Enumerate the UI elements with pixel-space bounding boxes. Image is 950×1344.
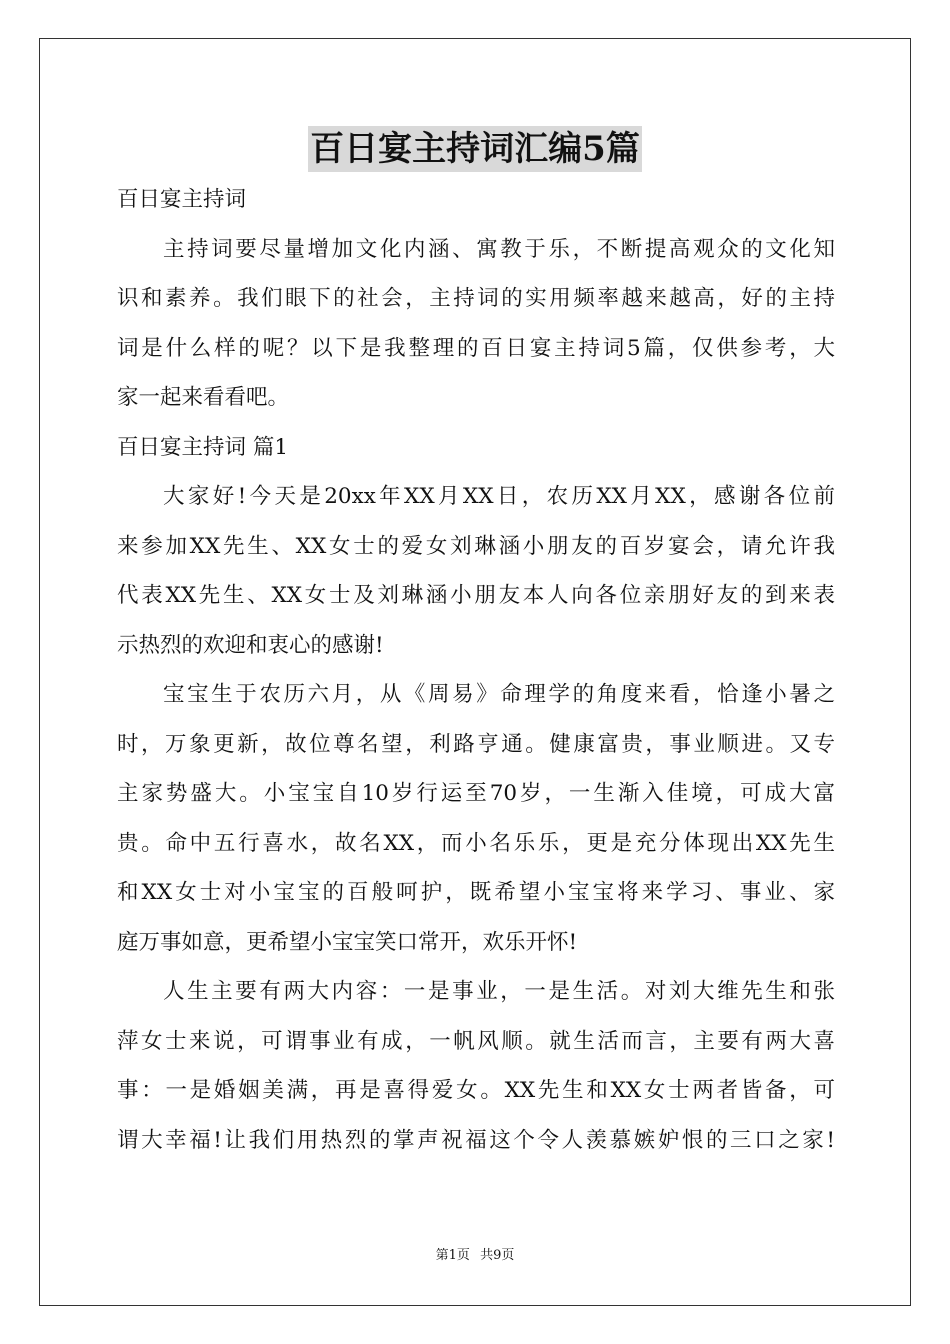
intro-line: 家一起来看看吧。: [117, 385, 290, 410]
intro-line: 识和素养。我们眼下的社会，主持词的实用频率越来越高，好的主持: [117, 286, 835, 311]
paragraph-line: 宝宝生于农历六月，从《周易》命理学的角度来看，恰逢小暑之: [163, 682, 835, 707]
intro-line: 词是什么样的呢？以下是我整理的百日宴主持词5篇，仅供参考，大: [117, 335, 835, 361]
document-title: 百日宴主持词汇编5篇: [308, 126, 642, 172]
page-number: 第1页: [435, 1248, 470, 1263]
page-footer: [0, 1247, 950, 1265]
paragraph-line: 和XX女士对小宝宝的百般呵护，既希望小宝宝将来学习、事业、家: [117, 880, 835, 905]
paragraph-line: 示热烈的欢迎和衷心的感谢!: [117, 632, 384, 658]
intro-line: 主持词要尽量增加文化内涵、寓教于乐，不断提高观众的文化知: [163, 236, 835, 262]
title-container: [0, 126, 950, 172]
paragraph-line: 来参加XX先生、XX女士的爱女刘琳涵小朋友的百岁宴会，请允许我: [117, 533, 835, 559]
paragraph-line: 贵。命中五行喜水，故名XX，而小名乐乐，更是充分体现出XX先生: [117, 830, 835, 856]
paragraph-line: 事：一是婚姻美满，再是喜得爱女。XX先生和XX女士两者皆备，可: [117, 1078, 835, 1103]
section-heading: 百日宴主持词: [117, 187, 247, 212]
paragraph-line: 主家势盛大。小宝宝自10岁行运至70岁，一生渐入佳境，可成大富: [117, 781, 835, 806]
document-body: [117, 175, 835, 1165]
paragraph-line: 时，万象更新，故位尊名望，利路亨通。健康富贵，事业顺进。又专: [117, 731, 835, 757]
paragraph-line: 谓大幸福!让我们用热烈的掌声祝福这个令人羡慕嫉妒恨的三口之家!: [117, 1127, 835, 1153]
total-pages: 共9页: [480, 1248, 515, 1263]
paragraph-line: 庭万事如意，更希望小宝宝笑口常开，欢乐开怀!: [117, 929, 578, 955]
paragraph-line: 人生主要有两大内容：一是事业，一是生活。对刘大维先生和张: [163, 979, 835, 1004]
chapter-heading: 百日宴主持词 篇1: [117, 434, 289, 460]
paragraph-line: 代表XX先生、XX女士及刘琳涵小朋友本人向各位亲朋好友的到来表: [117, 583, 835, 608]
paragraph-line: 大家好!今天是20xx年XX月XX日，农历XX月XX，感谢各位前: [163, 484, 835, 509]
paragraph-line: 萍女士来说，可谓事业有成，一帆风顺。就生活而言，主要有两大喜: [117, 1028, 835, 1054]
